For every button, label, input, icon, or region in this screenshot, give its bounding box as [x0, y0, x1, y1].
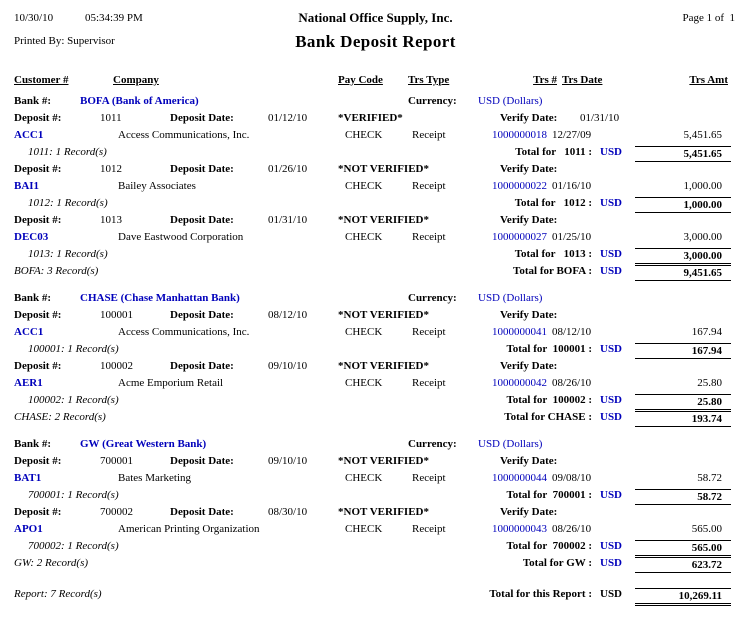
deposit-header-row [0, 307, 751, 324]
transaction-row [0, 127, 751, 144]
total-currency-link[interactable]: USD [600, 248, 623, 260]
currency-label: Currency: [408, 95, 457, 107]
bank-number-label: Bank #: [14, 292, 51, 304]
col-header-trs-num: Trs # [533, 74, 557, 86]
trs-type-cell: Receipt [412, 377, 446, 389]
bank-total-label: Total for CHASE : [504, 411, 592, 423]
report-title: Bank Deposit Report [295, 32, 456, 51]
trs-date-cell: 08/26/10 [552, 523, 592, 535]
total-currency-link[interactable]: USD [600, 343, 623, 355]
bank-number-label: Bank #: [14, 95, 51, 107]
currency-link[interactable]: USD (Dollars) [478, 438, 543, 450]
trs-amount-cell: 5,451.65 [683, 129, 722, 141]
deposit-subtotal-row [0, 487, 751, 504]
verify-status: *VERIFIED* [338, 112, 403, 124]
pay-code-cell: CHECK [345, 326, 383, 338]
deposit-subtotal-row [0, 392, 751, 409]
total-label: Total for 1013 : [514, 248, 592, 260]
deposit-number: 100002 [100, 360, 133, 372]
pay-code-cell: CHECK [345, 231, 383, 243]
report-total-currency: USD [600, 588, 623, 600]
deposit-subtotal-row [0, 538, 751, 555]
deposit-number-label: Deposit #: [14, 455, 62, 467]
verify-date-label: Verify Date: [500, 455, 558, 467]
deposit-number-label: Deposit #: [14, 309, 62, 321]
verify-status: *NOT VERIFIED* [338, 360, 429, 372]
trs-number-link[interactable]: 1000000043 [492, 523, 547, 535]
deposit-date: 09/10/10 [268, 360, 308, 372]
trs-date-cell: 09/08/10 [552, 472, 592, 484]
trs-amount-cell: 25.80 [697, 377, 722, 389]
record-count-note: 100002: 1 Record(s) [28, 394, 119, 406]
deposit-header-row [0, 504, 751, 521]
bank-total-amount: 9,451.65 [635, 265, 731, 281]
transaction-row [0, 324, 751, 341]
deposit-header-row [0, 110, 751, 127]
bank-total-row [0, 409, 751, 426]
transaction-row [0, 470, 751, 487]
bank-total-amount: 623.72 [635, 557, 731, 573]
deposit-subtotal-row [0, 195, 751, 212]
total-amount: 565.00 [635, 540, 731, 556]
deposit-header-row [0, 161, 751, 178]
report-record-count: Report: 7 Record(s) [14, 588, 102, 600]
deposit-date-label: Deposit Date: [170, 112, 234, 124]
pay-code-cell: CHECK [345, 377, 383, 389]
col-header-trs-amt: Trs Amt [689, 74, 728, 86]
bank-record-count-note: GW: 2 Record(s) [14, 557, 89, 569]
deposit-number: 100001 [100, 309, 133, 321]
trs-date-cell: 12/27/09 [552, 129, 592, 141]
total-amount: 25.80 [635, 394, 731, 410]
verify-status: *NOT VERIFIED* [338, 309, 429, 321]
verify-date-label: Verify Date: [500, 309, 558, 321]
report-time: 05:34:39 PM [85, 12, 143, 24]
trs-amount-cell: 167.94 [691, 326, 722, 338]
pay-code-cell: CHECK [345, 523, 383, 535]
transaction-row [0, 178, 751, 195]
deposit-date-label: Deposit Date: [170, 163, 234, 175]
report-page-header [0, 0, 751, 72]
col-header-company: Company [113, 74, 159, 86]
report-total-row [0, 586, 751, 603]
trs-type-cell: Receipt [412, 472, 446, 484]
deposit-subtotal-row [0, 341, 751, 358]
bank-total-currency-link[interactable]: USD [600, 411, 623, 423]
bank-number-label: Bank #: [14, 438, 51, 450]
deposit-number: 1013 [100, 214, 122, 226]
record-count-note: 700001: 1 Record(s) [28, 489, 119, 501]
deposit-date: 08/12/10 [268, 309, 308, 321]
bank-total-currency-link[interactable]: USD [600, 557, 623, 569]
total-amount: 167.94 [635, 343, 731, 359]
report-date: 10/30/10 [14, 12, 54, 24]
deposit-header-row [0, 453, 751, 470]
deposit-date-label: Deposit Date: [170, 309, 234, 321]
verify-status: *NOT VERIFIED* [338, 163, 429, 175]
deposit-subtotal-row [0, 144, 751, 161]
record-count-note: 1013: 1 Record(s) [28, 248, 108, 260]
bank-header-row [0, 290, 751, 307]
deposit-date-label: Deposit Date: [170, 455, 234, 467]
total-currency-link[interactable]: USD [600, 197, 623, 209]
customer-code-link[interactable]: BAI1 [14, 180, 40, 192]
bank-header-row [0, 93, 751, 110]
company-name-cell: American Printing Organization [118, 523, 260, 535]
col-header-customer: Customer # [14, 74, 69, 86]
trs-number-link[interactable]: 1000000041 [492, 326, 547, 338]
deposit-number: 700001 [100, 455, 133, 467]
record-count-note: 700002: 1 Record(s) [28, 540, 119, 552]
deposit-date: 01/31/10 [268, 214, 308, 226]
customer-code-link[interactable]: APO1 [14, 523, 43, 535]
deposit-date-label: Deposit Date: [170, 214, 234, 226]
verify-date-label: Verify Date: [500, 506, 558, 518]
total-label: Total for 100002 : [506, 394, 592, 406]
report-total-label: Total for this Report : [489, 588, 592, 600]
bank-section-bofa [0, 93, 751, 280]
total-currency-link[interactable]: USD [600, 489, 623, 501]
trs-type-cell: Receipt [412, 326, 446, 338]
deposit-date: 08/30/10 [268, 506, 308, 518]
trs-type-cell: Receipt [412, 129, 446, 141]
pay-code-cell: CHECK [345, 472, 383, 484]
deposit-date-label: Deposit Date: [170, 506, 234, 518]
deposit-number-label: Deposit #: [14, 112, 62, 124]
company-name-cell: Bailey Associates [118, 180, 196, 192]
total-label: Total for 700001 : [506, 489, 592, 501]
deposit-number-label: Deposit #: [14, 214, 62, 226]
bank-header-row [0, 436, 751, 453]
trs-type-cell: Receipt [412, 231, 446, 243]
customer-code-link[interactable]: ACC1 [14, 326, 44, 338]
company-name-cell: Access Communications, Inc. [118, 129, 250, 141]
total-amount: 58.72 [635, 489, 731, 505]
bank-total-row [0, 263, 751, 280]
trs-date-cell: 08/26/10 [552, 377, 592, 389]
bank-total-amount: 193.74 [635, 411, 731, 427]
currency-link[interactable]: USD (Dollars) [478, 292, 543, 304]
page-indicator: Page 1 of 1 [682, 12, 735, 24]
company-name-cell: Dave Eastwood Corporation [118, 231, 244, 243]
trs-number-link[interactable]: 1000000042 [492, 377, 547, 389]
company-name-cell: Access Communications, Inc. [118, 326, 250, 338]
trs-date-cell: 01/25/10 [552, 231, 592, 243]
company-name: National Office Supply, Inc. [298, 10, 453, 25]
printed-by: Printed By: Supervisor [14, 35, 115, 47]
trs-number-link[interactable]: 1000000018 [492, 129, 547, 141]
bank-total-row [0, 555, 751, 572]
verify-date-label: Verify Date: [500, 360, 558, 372]
bank-total-label: Total for GW : [522, 557, 592, 569]
bank-section-gw [0, 436, 751, 572]
total-currency-link[interactable]: USD [600, 394, 623, 406]
customer-code-link[interactable]: ACC1 [14, 129, 44, 141]
deposit-number: 1012 [100, 163, 122, 175]
bank-code-link[interactable]: BOFA (Bank of America) [80, 95, 199, 107]
report-total-amount: 10,269.11 [635, 588, 731, 606]
column-header-row [0, 72, 751, 89]
total-amount: 1,000.00 [635, 197, 731, 213]
col-header-trs-type: Trs Type [408, 74, 450, 86]
deposit-date: 09/10/10 [268, 455, 308, 467]
verify-status: *NOT VERIFIED* [338, 455, 429, 467]
record-count-note: 1012: 1 Record(s) [28, 197, 108, 209]
deposit-number-label: Deposit #: [14, 360, 62, 372]
col-header-pay-code: Pay Code [338, 74, 383, 86]
currency-label: Currency: [408, 292, 457, 304]
col-header-trs-date: Trs Date [562, 74, 603, 86]
trs-amount-cell: 1,000.00 [683, 180, 722, 192]
deposit-header-row [0, 212, 751, 229]
company-name-cell: Acme Emporium Retail [118, 377, 224, 389]
total-label: Total for 100001 : [506, 343, 592, 355]
deposit-number: 1011 [100, 112, 122, 124]
verify-status: *NOT VERIFIED* [338, 506, 429, 518]
company-name-cell: Bates Marketing [118, 472, 192, 484]
transaction-row [0, 521, 751, 538]
bank-record-count-note: BOFA: 3 Record(s) [14, 265, 99, 277]
deposit-subtotal-row [0, 246, 751, 263]
deposit-date-label: Deposit Date: [170, 360, 234, 372]
bank-code-link[interactable]: CHASE (Chase Manhattan Bank) [80, 292, 240, 304]
bank-total-currency-link[interactable]: USD [600, 265, 623, 277]
trs-date-cell: 08/12/10 [552, 326, 592, 338]
total-label: Total for 1012 : [514, 197, 592, 209]
pay-code-cell: CHECK [345, 180, 383, 192]
trs-type-cell: Receipt [412, 180, 446, 192]
trs-date-cell: 01/16/10 [552, 180, 592, 192]
pay-code-cell: CHECK [345, 129, 383, 141]
record-count-note: 100001: 1 Record(s) [28, 343, 119, 355]
deposit-number: 700002 [100, 506, 133, 518]
total-amount: 5,451.65 [635, 146, 731, 162]
trs-amount-cell: 565.00 [691, 523, 722, 535]
bank-record-count-note: CHASE: 2 Record(s) [14, 411, 106, 423]
total-amount: 3,000.00 [635, 248, 731, 264]
currency-link[interactable]: USD (Dollars) [478, 95, 543, 107]
trs-number-link[interactable]: 1000000022 [492, 180, 547, 192]
currency-label: Currency: [408, 438, 457, 450]
deposit-date: 01/26/10 [268, 163, 308, 175]
verify-date-label: Verify Date: [500, 112, 558, 124]
trs-amount-cell: 58.72 [697, 472, 722, 484]
customer-code-link[interactable]: DEC03 [14, 231, 49, 243]
transaction-row [0, 229, 751, 246]
deposit-header-row [0, 358, 751, 375]
trs-number-link[interactable]: 1000000044 [492, 472, 547, 484]
bank-section-chase [0, 290, 751, 426]
verify-status: *NOT VERIFIED* [338, 214, 429, 226]
total-currency-link[interactable]: USD [600, 146, 623, 158]
customer-code-link[interactable]: AER1 [14, 377, 43, 389]
deposit-number-label: Deposit #: [14, 163, 62, 175]
total-currency-link[interactable]: USD [600, 540, 623, 552]
bank-code-link[interactable]: GW (Great Western Bank) [80, 438, 207, 450]
total-label: Total for 1011 : [515, 146, 592, 158]
verify-date-label: Verify Date: [500, 214, 558, 226]
customer-code-link[interactable]: BAT1 [14, 472, 42, 484]
trs-number-link[interactable]: 1000000027 [492, 231, 547, 243]
record-count-note: 1011: 1 Record(s) [28, 146, 107, 158]
verify-date: 01/31/10 [580, 112, 620, 124]
verify-date-label: Verify Date: [500, 163, 558, 175]
trs-type-cell: Receipt [412, 523, 446, 535]
report-body [0, 93, 751, 603]
transaction-row [0, 375, 751, 392]
deposit-date: 01/12/10 [268, 112, 308, 124]
deposit-number-label: Deposit #: [14, 506, 62, 518]
bank-total-label: Total for BOFA : [513, 265, 592, 277]
total-label: Total for 700002 : [506, 540, 592, 552]
trs-amount-cell: 3,000.00 [683, 231, 722, 243]
